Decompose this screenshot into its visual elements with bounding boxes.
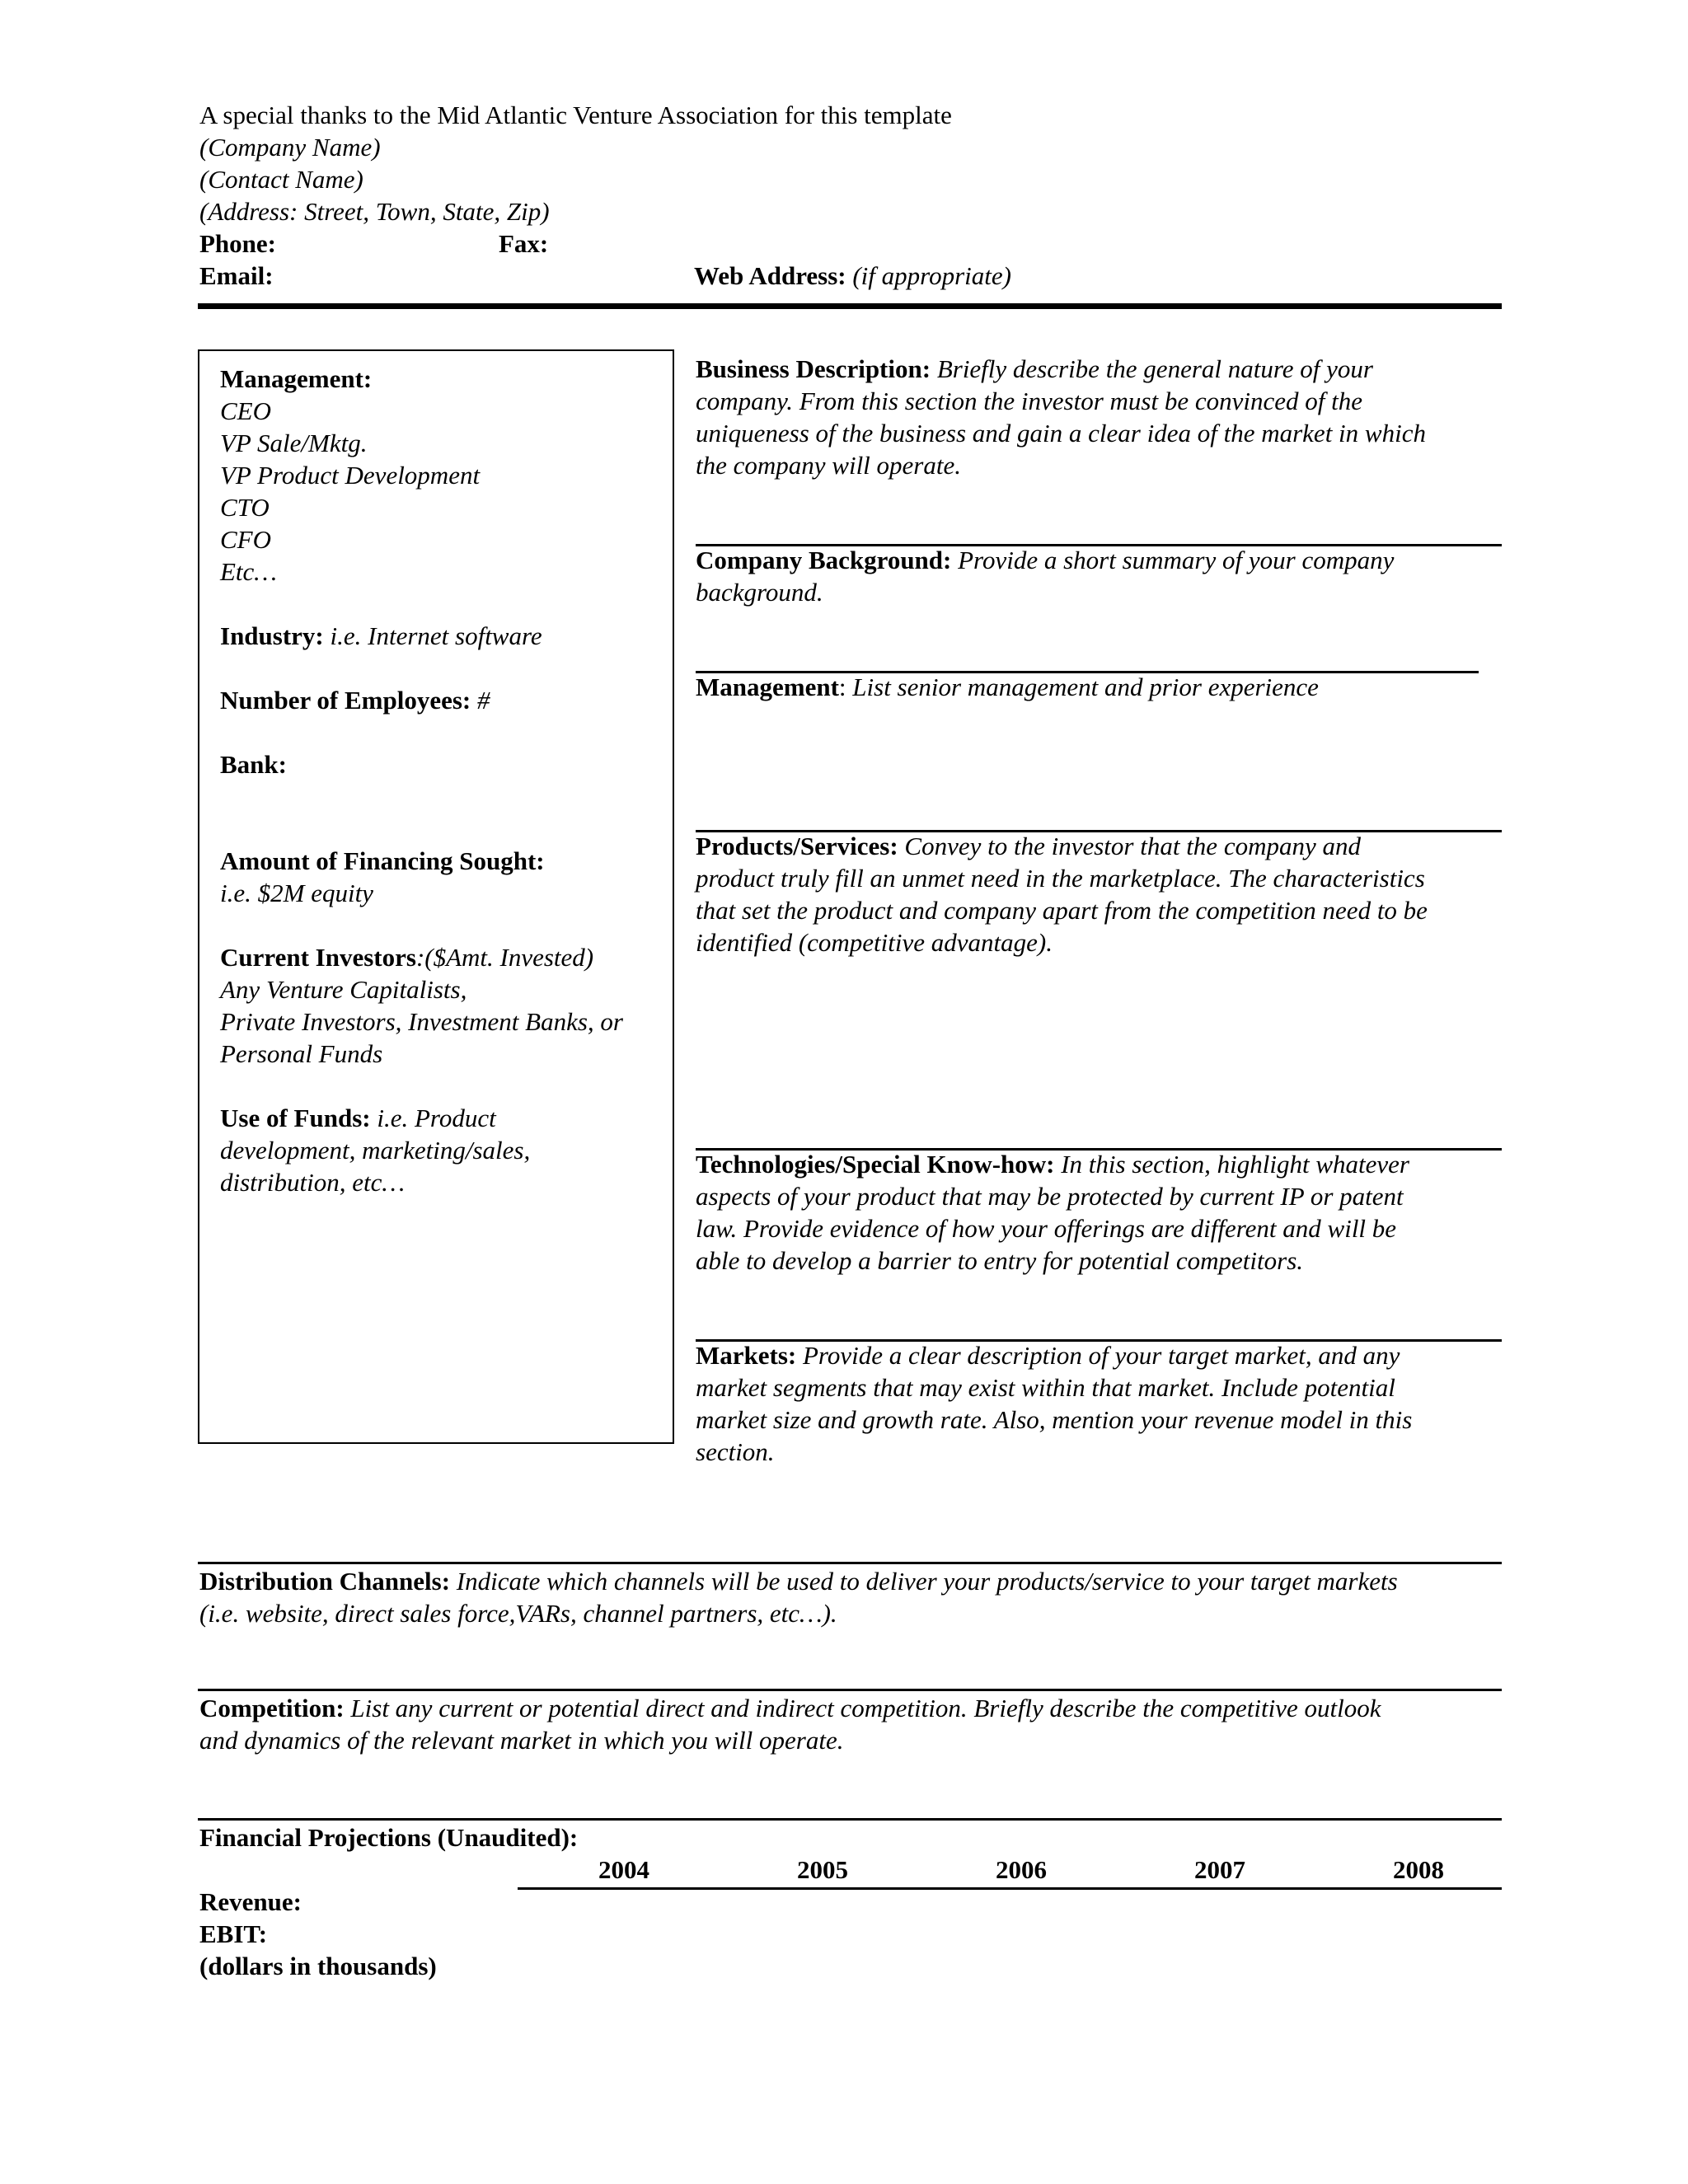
investors-field — [220, 941, 664, 973]
email-label: Email: — [199, 261, 274, 290]
revenue-label: Revenue: — [199, 1887, 302, 1916]
investors-hint: :($Amt. Invested) — [415, 943, 594, 972]
products-services-text: identified (competitive advantage). — [696, 928, 1053, 957]
year-header: 2006 — [996, 1855, 1047, 1884]
company-background-section — [696, 544, 1487, 608]
business-description-text: company. From this section the investor must be convinced of the — [696, 387, 1362, 415]
investors-line: Personal Funds — [220, 1039, 383, 1068]
phone-label: Phone: — [199, 229, 276, 258]
fax-label: Fax: — [499, 229, 549, 258]
web-address-field — [694, 260, 1011, 292]
year-header: 2008 — [1393, 1855, 1444, 1884]
funds-first: i.e. Product — [377, 1104, 496, 1132]
markets-text: section. — [696, 1437, 775, 1466]
business-description-section — [696, 353, 1487, 481]
products-services-text: product truly fill an unmet need in the marketplace. The characteristics — [696, 864, 1425, 893]
section-divider — [198, 1689, 1502, 1691]
financial-projections-title: Financial Projections (Unaudited): — [199, 1823, 579, 1852]
investors-line: Private Investors, Investment Banks, or — [220, 1007, 623, 1036]
header-divider — [198, 303, 1502, 309]
year-header: 2005 — [797, 1855, 848, 1884]
document-header — [199, 99, 1502, 292]
competition-label: Competition: — [199, 1694, 345, 1722]
investors-label: Current Investors — [220, 943, 416, 972]
business-description-text: the company will operate. — [696, 451, 961, 480]
technologies-text: able to develop a barrier to entry for potential competitors. — [696, 1246, 1304, 1275]
competition-section — [199, 1692, 1502, 1756]
distribution-channels-label: Distribution Channels: — [199, 1567, 451, 1596]
company-summary-box — [198, 349, 674, 1444]
management-label: Management — [696, 673, 839, 701]
company-name-placeholder: (Company Name) — [199, 133, 381, 162]
distribution-channels-section — [199, 1565, 1502, 1629]
funds-label: Use of Funds: — [220, 1104, 371, 1132]
technologies-label: Technologies/Special Know-how: — [696, 1150, 1055, 1179]
year-header: 2004 — [598, 1855, 649, 1884]
company-background-text: background. — [696, 578, 823, 607]
products-services-section — [696, 830, 1487, 958]
technologies-section — [696, 1148, 1487, 1277]
section-divider — [198, 1562, 1502, 1564]
technologies-text: law. Provide evidence of how your offerings are different and will be — [696, 1214, 1397, 1243]
role-item: Etc… — [220, 557, 277, 586]
role-item: CFO — [220, 525, 271, 554]
competition-text: List any current or potential direct and indirect competition. Briefly describe the competitive outlook — [350, 1694, 1381, 1722]
financing-value: i.e. $2M equity — [220, 879, 373, 907]
industry-value: i.e. Internet software — [330, 621, 542, 650]
address-placeholder: (Address: Street, Town, State, Zip) — [199, 197, 550, 226]
markets-label: Markets: — [696, 1341, 797, 1370]
markets-text: Provide a clear description of your target market, and any — [802, 1341, 1400, 1370]
technologies-text: In this section, highlight whatever — [1061, 1150, 1409, 1179]
role-item: VP Sale/Mktg. — [220, 429, 368, 457]
business-description-label: Business Description: — [696, 354, 931, 383]
year-header: 2007 — [1194, 1855, 1245, 1884]
year-header-underline — [518, 1887, 1502, 1890]
role-item: CTO — [220, 493, 270, 522]
industry-field — [220, 620, 664, 652]
markets-text: market segments that may exist within that market. Include potential — [696, 1373, 1395, 1402]
left-management-label: Management: — [220, 364, 373, 393]
template-credit: A special thanks to the Mid Atlantic Venture Association for this template — [199, 101, 952, 129]
business-description-text: uniqueness of the business and gain a clear idea of the market in which — [696, 419, 1426, 448]
phone-fax-row — [199, 227, 1502, 260]
funds-field — [220, 1102, 664, 1134]
company-background-text: Provide a short summary of your company — [958, 546, 1395, 574]
web-address-hint: (if appropriate) — [852, 261, 1011, 290]
markets-text: market size and growth rate. Also, mention your revenue model in this — [696, 1405, 1413, 1434]
employees-label: Number of Employees: — [220, 686, 471, 715]
ebit-label: EBIT: — [199, 1919, 268, 1948]
employees-value: # — [476, 686, 490, 715]
role-item: CEO — [220, 396, 271, 425]
employees-field — [220, 684, 664, 716]
distribution-channels-text: (i.e. website, direct sales force,VARs, channel partners, etc…). — [199, 1599, 837, 1628]
section-divider — [198, 1818, 1502, 1821]
web-address-label: Web Address: — [694, 261, 846, 290]
competition-text: and dynamics of the relevant market in which you will operate. — [199, 1726, 844, 1755]
products-services-label: Products/Services: — [696, 832, 898, 860]
units-label: (dollars in thousands) — [199, 1952, 437, 1980]
contact-name-placeholder: (Contact Name) — [199, 165, 363, 194]
company-background-label: Company Background: — [696, 546, 952, 574]
products-services-text: that set the product and company apart from the competition need to be — [696, 896, 1428, 925]
industry-label: Industry: — [220, 621, 324, 650]
products-services-text: Convey to the investor that the company and — [904, 832, 1361, 860]
business-description-text: Briefly describe the general nature of your — [936, 354, 1373, 383]
markets-section — [696, 1339, 1487, 1468]
funds-line: development, marketing/sales, — [220, 1136, 531, 1165]
investors-line: Any Venture Capitalists, — [220, 975, 467, 1004]
management-text: List senior management and prior experience — [852, 673, 1319, 701]
financing-label: Amount of Financing Sought: — [220, 846, 545, 875]
bank-label: Bank: — [220, 750, 287, 779]
management-section: Management: List senior management and prior experience — [696, 673, 1319, 701]
funds-line: distribution, etc… — [220, 1168, 405, 1197]
email-web-row — [199, 260, 1502, 292]
distribution-channels-text: Indicate which channels will be used to deliver your products/service to your target markets — [456, 1567, 1398, 1596]
role-item: VP Product Development — [220, 461, 481, 490]
technologies-text: aspects of your product that may be protected by current IP or patent — [696, 1182, 1404, 1211]
